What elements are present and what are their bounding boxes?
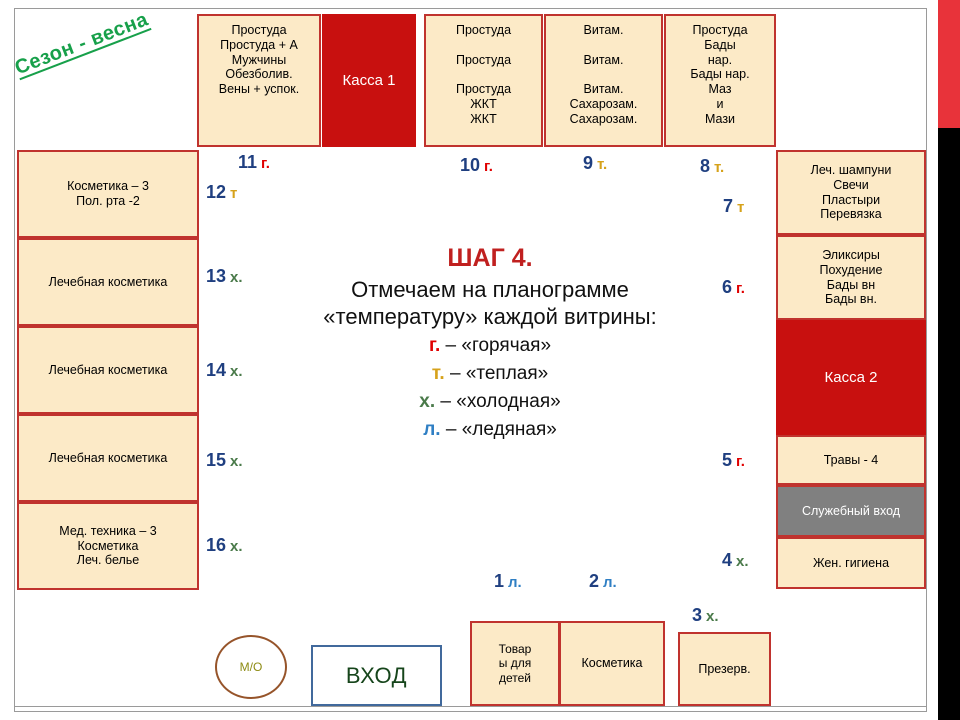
right-cell-7-label: Леч. шампуни Свечи Пластыри Перевязка <box>810 163 892 222</box>
marker-2 <box>589 571 617 592</box>
legend-text-icy: «ледяная» <box>461 419 557 441</box>
marker-1-temp: л. <box>508 574 522 591</box>
marker-10 <box>460 155 493 176</box>
marker-14-temp: х. <box>230 363 243 380</box>
season-label: Сезон - весна <box>11 8 152 80</box>
marker-3-temp: х. <box>706 608 719 625</box>
top-cell-10-label: Простуда Простуда Простуда ЖКТ ЖКТ <box>455 23 512 126</box>
legend-dash-cold: – <box>440 391 451 413</box>
bottom-cell-1-label: Товар ы для детей <box>498 642 532 685</box>
legend-dash-icy: – <box>445 419 457 441</box>
left-cell-16[interactable] <box>17 502 199 590</box>
left-cell-15-label: Лечебная косметика <box>48 450 168 465</box>
marker-11-num: 11 <box>238 152 258 172</box>
marker-16-num: 16 <box>206 535 227 555</box>
instruction-line-1: Отмечаем на планограмме <box>351 277 629 302</box>
marker-1-num: 1 <box>494 571 505 591</box>
legend-text-warm: «теплая» <box>465 362 549 384</box>
bottom-cell-2[interactable] <box>559 621 665 706</box>
legend-dash-warm: – <box>449 362 461 384</box>
legend-key-icy: л. <box>423 419 441 441</box>
marker-6-num: 6 <box>722 277 733 297</box>
left-cell-13[interactable] <box>17 238 199 326</box>
marker-9-num: 9 <box>583 153 594 173</box>
marker-2-temp: л. <box>603 574 617 591</box>
mo-circle[interactable] <box>215 635 287 699</box>
left-cell-12[interactable] <box>17 150 199 238</box>
legend-text-hot: «горячая» <box>461 334 552 356</box>
marker-10-num: 10 <box>460 155 481 175</box>
entrance-label: ВХОД <box>345 662 408 688</box>
entrance-box[interactable] <box>311 645 442 706</box>
step-title: ШАГ 4. <box>447 244 533 272</box>
marker-13-temp: х. <box>230 269 243 286</box>
marker-11 <box>238 152 270 173</box>
bottom-cell-2-label: Косметика <box>581 656 643 671</box>
legend-key-cold: х. <box>419 391 436 413</box>
marker-15-temp: х. <box>230 453 243 470</box>
marker-14 <box>206 360 243 381</box>
instruction-line-2: «температуру» каждой витрины: <box>323 303 657 329</box>
kassa-1-label: Касса 1 <box>342 71 396 89</box>
kassa-1[interactable] <box>322 14 416 147</box>
marker-7 <box>723 196 744 217</box>
bottom-cell-1[interactable] <box>470 621 560 706</box>
marker-5 <box>722 450 745 471</box>
right-cell-7[interactable] <box>776 150 926 235</box>
top-cell-9[interactable] <box>544 14 663 147</box>
legend-row-icy <box>250 417 730 443</box>
left-cell-13-label: Лечебная косметика <box>48 274 168 289</box>
marker-4-temp: х. <box>736 553 749 570</box>
left-cell-14-label: Лечебная косметика <box>48 362 168 377</box>
left-cell-14[interactable] <box>17 326 199 414</box>
marker-9 <box>583 153 607 174</box>
marker-16-temp: х. <box>230 538 243 555</box>
right-cell-4[interactable] <box>776 537 926 589</box>
legend-row-warm <box>250 361 730 387</box>
left-cell-16-label: Мед. техника – 3 Косметика Леч. белье <box>59 523 157 568</box>
marker-16 <box>206 535 243 556</box>
marker-15-num: 15 <box>206 450 227 470</box>
marker-7-num: 7 <box>723 196 734 216</box>
marker-1 <box>494 571 522 592</box>
marker-3-num: 3 <box>692 605 703 625</box>
top-cell-9-label: Витам. Витам. Витам. Сахарозам. Сахарозам. <box>569 23 638 126</box>
bottom-cell-3[interactable] <box>678 632 771 706</box>
mo-label: М/О <box>239 660 263 674</box>
top-cell-10[interactable] <box>424 14 543 147</box>
kassa-2-label: Касса 2 <box>824 368 878 386</box>
marker-8-temp: т. <box>714 159 725 176</box>
rail-accent-black <box>938 128 960 720</box>
right-cell-5-label: Травы - 4 <box>823 452 879 467</box>
floor-baseline <box>15 706 926 707</box>
legend-row-cold <box>250 389 730 415</box>
marker-10-temp: г. <box>484 158 493 175</box>
service-entrance-label: Служебный вход <box>801 503 901 518</box>
marker-4 <box>722 550 749 571</box>
marker-3 <box>692 605 719 626</box>
rail-accent-red <box>938 0 960 128</box>
left-cell-12-label: Косметика – 3 Пол. рта -2 <box>67 179 149 208</box>
marker-5-num: 5 <box>722 450 733 470</box>
marker-13 <box>206 266 243 287</box>
marker-6 <box>722 277 745 298</box>
legend-text-cold: «холодная» <box>456 391 561 413</box>
top-cell-11-label: Простуда Простуда + А Мужчины Обезболив. Вены + успок. <box>218 23 300 96</box>
legend-key-hot: г. <box>428 334 441 356</box>
legend-row-hot <box>250 333 730 359</box>
marker-4-num: 4 <box>722 550 733 570</box>
marker-12 <box>206 182 237 203</box>
legend-key-warm: т. <box>431 362 445 384</box>
marker-13-num: 13 <box>206 266 227 286</box>
marker-8-num: 8 <box>700 156 711 176</box>
marker-2-num: 2 <box>589 571 600 591</box>
service-entrance[interactable] <box>776 485 926 537</box>
marker-6-temp: г. <box>736 280 745 297</box>
top-cell-8-label: Простуда Бады нар. Бады нар. Маз и Мази <box>690 23 750 126</box>
marker-8 <box>700 156 724 177</box>
marker-11-temp: г. <box>261 155 270 172</box>
marker-5-temp: г. <box>736 453 745 470</box>
marker-12-num: 12 <box>206 182 227 202</box>
marker-12-temp: т <box>230 185 238 202</box>
right-cell-6[interactable] <box>776 235 926 320</box>
center-instruction-block <box>250 244 733 444</box>
top-cell-11[interactable] <box>197 14 321 147</box>
right-cell-6-label: Эликсиры Похудение Бады вн Бады вн. <box>819 248 883 307</box>
left-cell-15[interactable] <box>17 414 199 502</box>
right-cell-4-label: Жен. гигиена <box>812 555 890 570</box>
marker-14-num: 14 <box>206 360 227 380</box>
marker-9-temp: т. <box>597 156 608 173</box>
legend-dash-hot: – <box>445 334 457 356</box>
marker-15 <box>206 450 243 471</box>
top-cell-8[interactable] <box>664 14 776 147</box>
kassa-2[interactable] <box>776 320 926 435</box>
right-cell-5[interactable] <box>776 435 926 485</box>
bottom-cell-3-label: Презерв. <box>698 661 751 676</box>
marker-7-temp: т <box>737 199 745 216</box>
